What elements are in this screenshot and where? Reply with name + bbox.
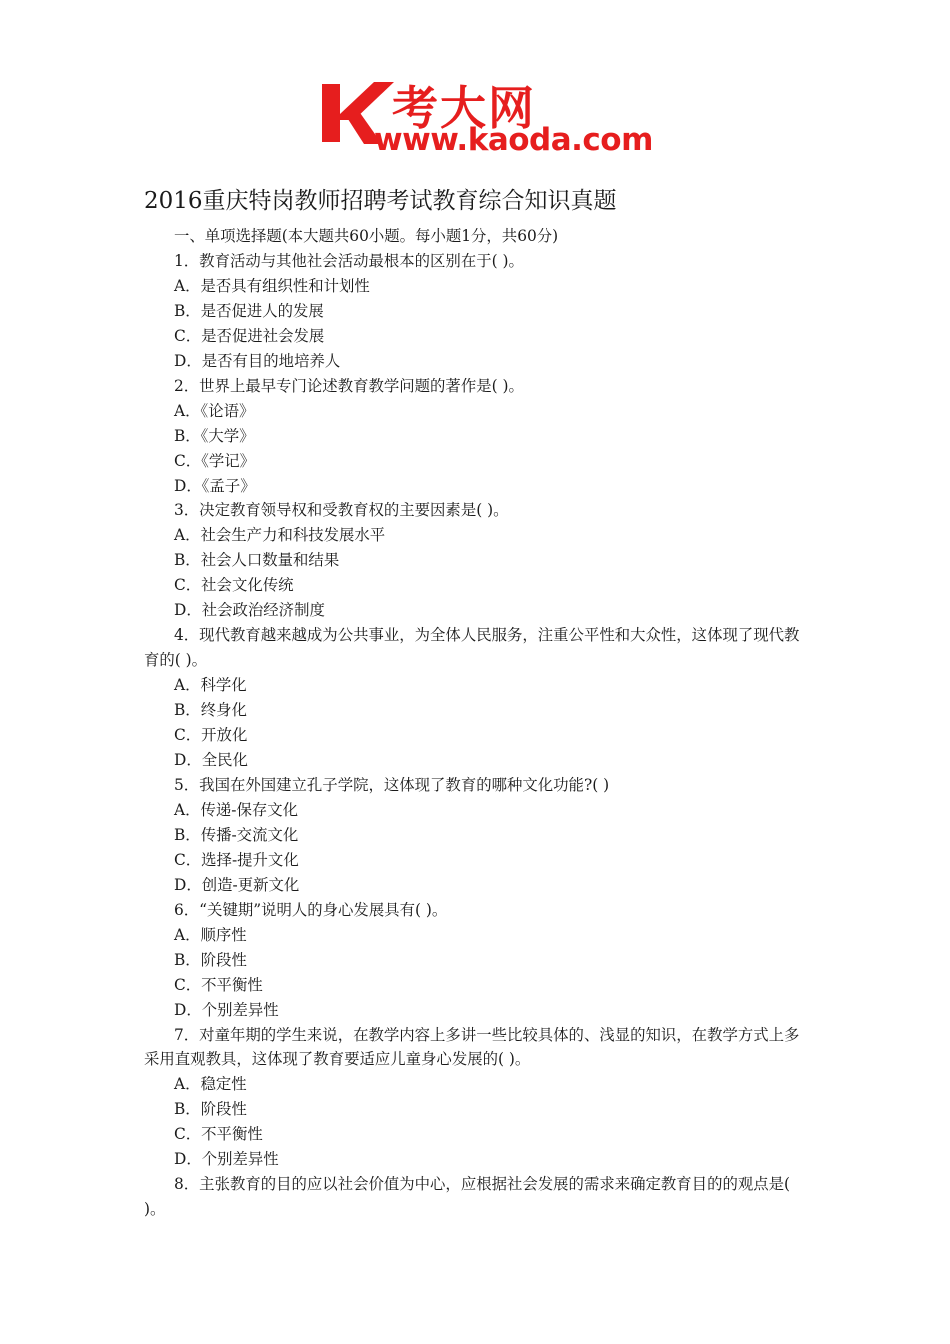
option-line: A．《论语》 <box>174 401 255 420</box>
logo-brand-text: 考大网 <box>392 81 536 135</box>
question-5: 5．我国在外国建立孔子学院，这体现了教育的哪种文化功能?( ) <box>174 775 610 794</box>
logo-url: www.kaoda.com <box>374 122 653 158</box>
option-line: D．个别差异性 <box>174 1150 279 1169</box>
kaoda-logo <box>318 78 653 162</box>
option-line: C．《学记》 <box>174 451 256 470</box>
option-line: A．科学化 <box>174 676 247 695</box>
option-line: D．社会政治经济制度 <box>174 601 325 620</box>
question-3: 3．决定教育领导权和受教育权的主要因素是( )。 <box>174 501 509 520</box>
option-line: D．《孟子》 <box>174 476 256 495</box>
option-line: C．不平衡性 <box>174 975 263 994</box>
option-line: A．顺序性 <box>174 925 247 944</box>
option-line: D．全民化 <box>174 751 248 770</box>
option-line: C．开放化 <box>174 726 248 745</box>
option-line: A．是否具有组织性和计划性 <box>174 276 370 295</box>
option-line: D．个别差异性 <box>174 1000 279 1019</box>
option-line: D．是否有目的地培养人 <box>174 351 341 370</box>
section-heading: 一、单项选择题(本大题共60小题。每小题1分，共60分) <box>174 227 559 245</box>
option-line: B．阶段性 <box>174 950 247 969</box>
option-line: B．终身化 <box>174 701 247 720</box>
option-line: C．是否促进社会发展 <box>174 326 325 345</box>
question-4: 4．现代教育越来越成为公共事业，为全体人民服务，注重公平性和大众性，这体现了现代教育的( )。 <box>144 626 800 670</box>
option-line: A．社会生产力和科技发展水平 <box>174 526 386 545</box>
option-line: C．不平衡性 <box>174 1125 263 1144</box>
question-8: 8．主张教育的目的应以社会价值为中心，应根据社会发展的需求来确定教育目的的观点是( )。 <box>144 1175 791 1219</box>
option-line: B．社会人口数量和结果 <box>174 551 340 570</box>
option-line: C．选择-提升文化 <box>174 850 299 869</box>
question-2: 2．世界上最早专门论述教育教学问题的著作是( )。 <box>174 376 524 395</box>
option-line: B．是否促进人的发展 <box>174 301 324 320</box>
question-list <box>144 224 812 1222</box>
question-6: 6．“关键期”说明人的身心发展具有( )。 <box>174 900 448 919</box>
option-line: B．阶段性 <box>174 1100 247 1119</box>
question-7: 7．对童年期的学生来说，在教学内容上多讲一些比较具体的、浅显的知识，在教学方式上多采用直观教具，这体现了教育要适应儿童身心发展的( )。 <box>144 1025 800 1069</box>
option-line: B．《大学》 <box>174 426 255 445</box>
option-line: B．传播-交流文化 <box>174 825 299 844</box>
option-line: A．传递-保存文化 <box>174 800 299 819</box>
option-line: C．社会文化传统 <box>174 576 294 595</box>
option-line: D．创造-更新文化 <box>174 875 300 894</box>
option-line: A．稳定性 <box>174 1075 247 1094</box>
question-1: 1．教育活动与其他社会活动最根本的区别在于( )。 <box>174 251 524 270</box>
page-title: 2016重庆特岗教师招聘考试教育综合知识真题 <box>144 188 617 214</box>
